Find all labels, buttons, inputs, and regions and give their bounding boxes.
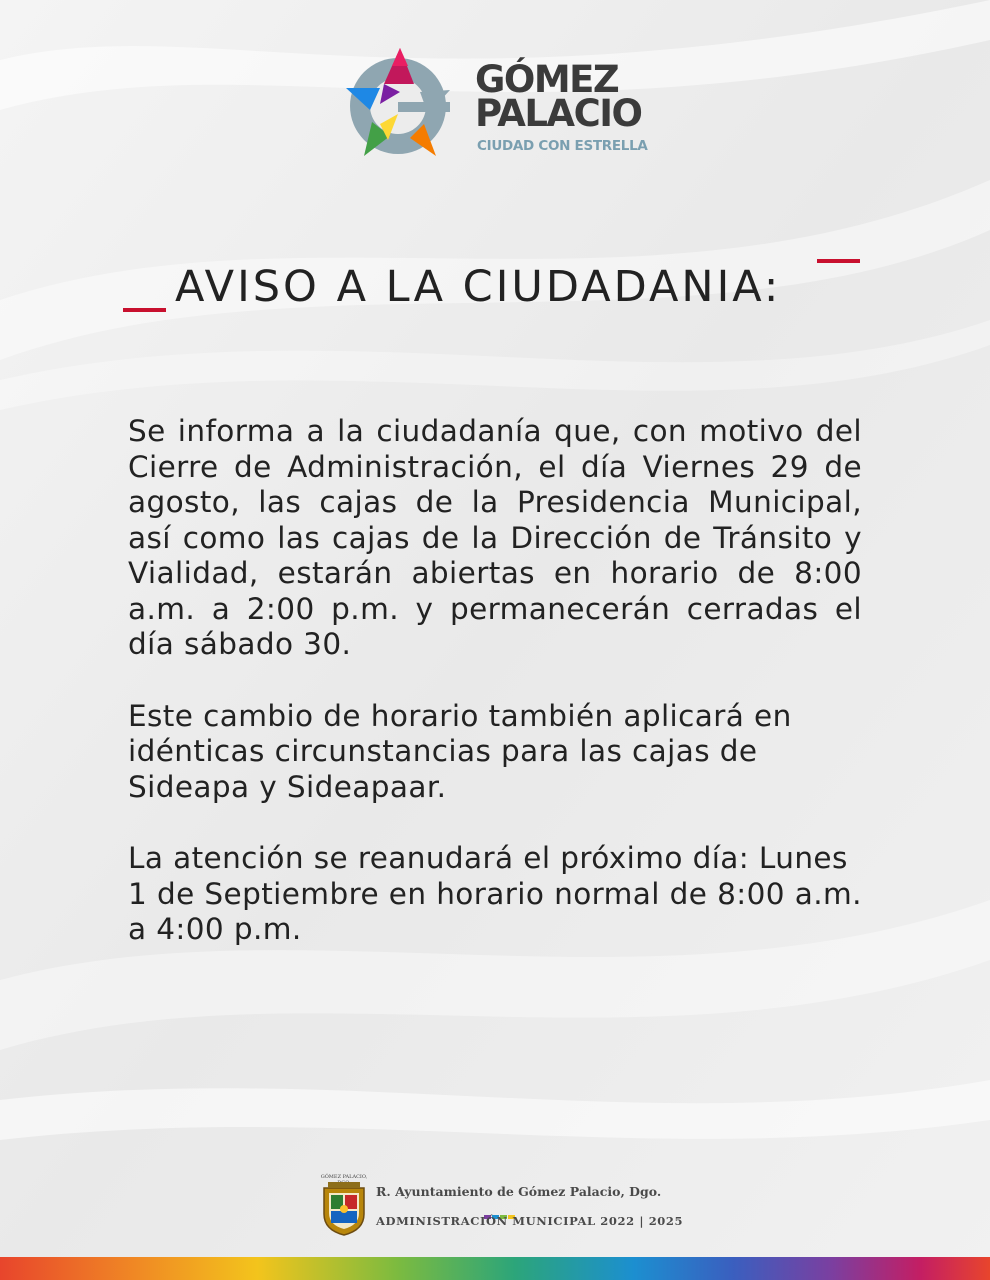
- notice-title: AVISO A LA CIUDADANIA:: [175, 262, 782, 312]
- notice-body: [128, 414, 862, 984]
- rainbow-bottom-stripe: [0, 1257, 990, 1280]
- notice-title-block: [120, 255, 870, 325]
- municipal-crest-icon: [320, 1180, 368, 1236]
- notice-paragraph-1: Se informa a la ciudadanía que, con motivo del Cierre de Administración, el día Viernes 29 de agosto, las cajas de la Presidencia Municipal, así como las cajas de la Dirección de Tránsito y Vialidad, estarán abiertas en horario de 8:00 a.m. a 2:00 p.m. y permanecerán cerradas el día sábado 30.: [128, 414, 862, 661]
- footer-administration: ADMINISTRACIÓN MUNICIPAL 2022 | 2025: [376, 1214, 684, 1228]
- title-accent-bar-left: [123, 308, 166, 312]
- notice-paragraph-3: La atención se reanudará el próximo día: Lunes 1 de Septiembre en horario normal de 8:00 a.m. a 4:00 p.m.: [128, 841, 862, 946]
- star-g-logo-icon: [340, 44, 460, 164]
- gomez-palacio-logo: [340, 44, 660, 168]
- title-accent-bar-right: [817, 259, 860, 263]
- brand-name-line1: GÓMEZ: [475, 58, 619, 101]
- footer-ayuntamiento: R. Ayuntamiento de Gómez Palacio, Dgo.: [376, 1184, 662, 1199]
- brand-name-line2: PALACIO: [475, 92, 642, 135]
- crest-label: GÓMEZ PALACIO,: [320, 1174, 368, 1180]
- brand-tagline: CIUDAD CON ESTRELLA: [477, 138, 648, 154]
- notice-paragraph-2: Este cambio de horario también aplicará en idénticas circunstancias para las cajas de Sideapa y Sideapaar.: [128, 698, 792, 804]
- footer: [318, 1174, 698, 1240]
